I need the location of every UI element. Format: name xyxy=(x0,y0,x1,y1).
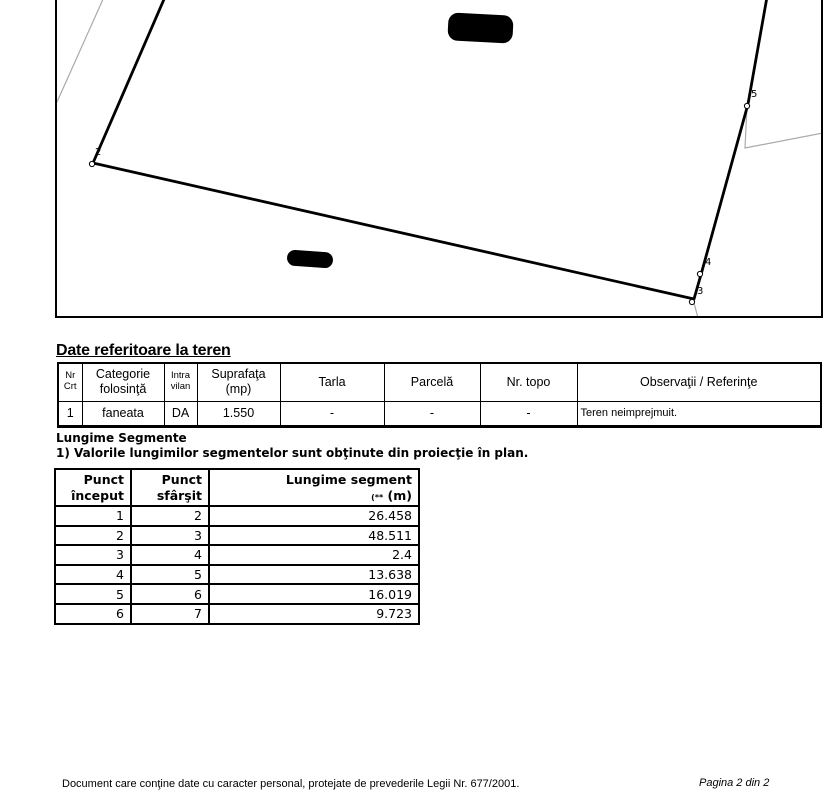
teren-table-header-row xyxy=(58,363,821,401)
cell-end: 6 xyxy=(131,584,209,604)
cell-categorie: faneata xyxy=(82,401,164,426)
col-lungime-segment: Lungime segment (** (m) xyxy=(209,469,419,506)
cell-end: 5 xyxy=(131,565,209,585)
redaction-blob xyxy=(286,249,333,268)
col-intravilan: Intra vilan xyxy=(164,363,197,401)
col-suprafata: Suprafaţa (mp) xyxy=(197,363,280,401)
cell-nr-crt: 1 xyxy=(58,401,82,426)
cell-length: 48.511 xyxy=(209,526,419,546)
point-marker-2 xyxy=(89,161,94,166)
footer-privacy-note: Document care conţine date cu caracter personal, protejate de prevederile Legii Nr. 677/2001. xyxy=(62,778,520,790)
cell-observatii: Teren neimprejmuit. xyxy=(577,401,821,426)
footnote-marker: (** xyxy=(371,492,384,502)
col-punct-inceput: Punct început xyxy=(55,469,131,506)
cell-end: 4 xyxy=(131,545,209,565)
cell-parcela: - xyxy=(384,401,480,426)
cell-suprafata: 1.550 xyxy=(197,401,280,426)
teren-table xyxy=(57,362,822,428)
cell-start: 5 xyxy=(55,584,131,604)
cell-start: 2 xyxy=(55,526,131,546)
cell-end: 3 xyxy=(131,526,209,546)
cell-tarla: - xyxy=(280,401,384,426)
cell-end: 7 xyxy=(131,604,209,624)
segments-section-title: Lungime Segmente xyxy=(56,431,187,445)
footer-page-number: Pagina 2 din 2 xyxy=(699,777,770,789)
point-marker-3 xyxy=(689,299,694,304)
cell-start: 4 xyxy=(55,565,131,585)
parcel-boundary-polyline xyxy=(93,0,767,299)
adjacent-parcel-line xyxy=(57,0,104,102)
segment-row xyxy=(55,584,419,604)
col-punct-sfarsit: Punct sfârşit xyxy=(131,469,209,506)
cell-length: 26.458 xyxy=(209,506,419,526)
cell-start: 1 xyxy=(55,506,131,526)
segment-row xyxy=(55,565,419,585)
cell-start: 3 xyxy=(55,545,131,565)
col-categorie-folosinta: Categorie folosinţă xyxy=(82,363,164,401)
cell-end: 2 xyxy=(131,506,209,526)
adjacent-parcel-line xyxy=(745,107,821,148)
parcel-boundary-drawing xyxy=(57,0,821,318)
map-point-label: 3 xyxy=(697,286,704,297)
segment-row xyxy=(55,604,419,624)
segment-row xyxy=(55,526,419,546)
cell-length: 9.723 xyxy=(209,604,419,624)
teren-section-title: Date referitoare la teren xyxy=(56,342,231,359)
col-nr-crt: Nr Crt xyxy=(58,363,82,401)
redaction-blob xyxy=(447,12,513,43)
cell-length: 16.019 xyxy=(209,584,419,604)
segment-row xyxy=(55,545,419,565)
segments-note: 1) Valorile lungimilor segmentelor sunt obţinute din proiecţie în plan. xyxy=(56,446,529,460)
col-observatii: Observaţii / Referinţe xyxy=(577,363,821,401)
cell-start: 6 xyxy=(55,604,131,624)
cell-length: 13.638 xyxy=(209,565,419,585)
map-point-label: 4 xyxy=(705,257,712,268)
segments-table xyxy=(54,468,420,625)
col-parcela: Parcelă xyxy=(384,363,480,401)
map-point-label: 5 xyxy=(751,89,758,100)
point-marker-4 xyxy=(697,271,702,276)
segments-table-header-row xyxy=(55,469,419,506)
adjacent-parcel-line xyxy=(694,303,698,318)
point-marker-5 xyxy=(744,103,749,108)
col-nr-topo: Nr. topo xyxy=(480,363,577,401)
cadastral-plan-box xyxy=(55,0,823,318)
teren-table-row xyxy=(58,401,821,426)
segment-row xyxy=(55,506,419,526)
cell-nr-topo: - xyxy=(480,401,577,426)
map-point-label: 2 xyxy=(95,147,102,158)
cell-length: 2.4 xyxy=(209,545,419,565)
cell-intravilan: DA xyxy=(164,401,197,426)
col-tarla: Tarla xyxy=(280,363,384,401)
